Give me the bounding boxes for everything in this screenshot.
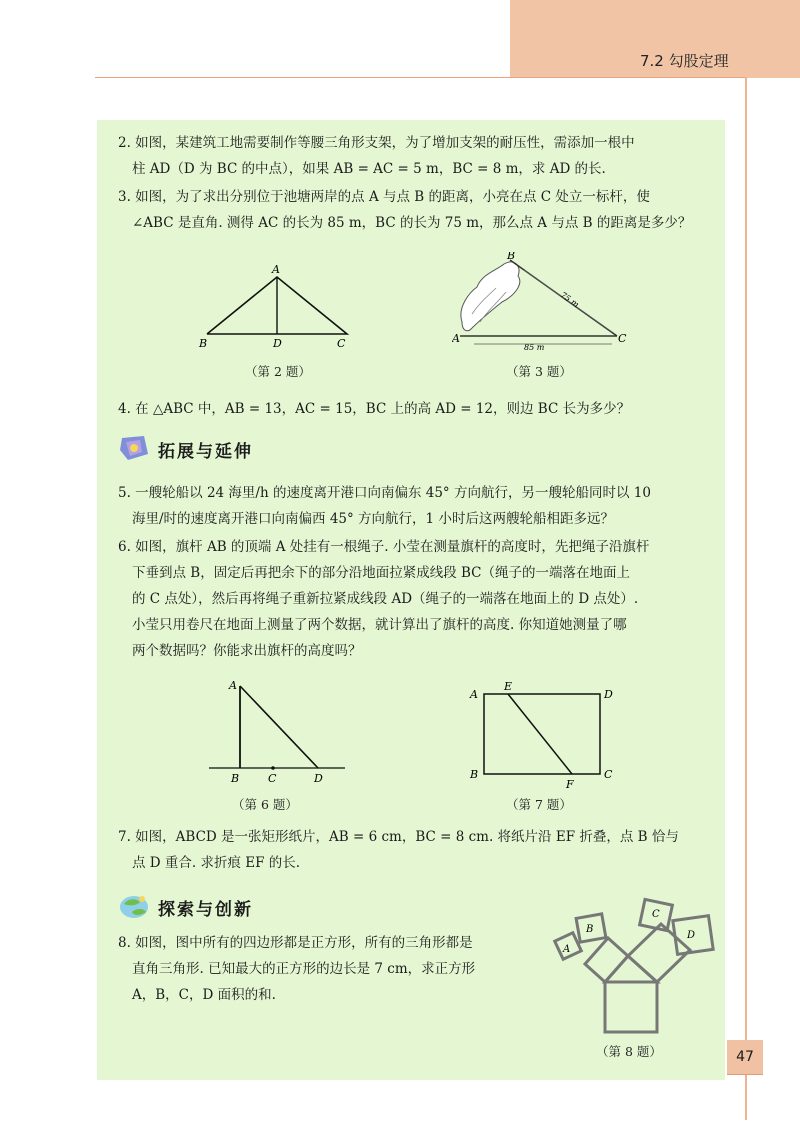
label-d: D	[273, 337, 282, 350]
exercise-5-line-2: 海里/时的速度离开港口向南偏西 45° 方向航行，1 小时后这两艘轮船相距多远？	[132, 511, 614, 527]
figure-6-flagpole	[205, 678, 350, 788]
section-badge-globe-icon	[118, 892, 150, 920]
exercise-4-line-1: 4. 在 △ABC 中，AB = 13，AC = 15，BC 上的高 AD = 12，则边 BC 长为多少？	[118, 401, 631, 417]
exercise-3	[118, 184, 714, 236]
label-b: B	[470, 768, 479, 781]
label-a: A	[229, 679, 237, 692]
label-e: E	[504, 680, 513, 693]
exercise-6-line-5: 两个数据吗？你能求出旗杆的高度吗？	[132, 643, 362, 659]
left-square	[585, 938, 628, 982]
exercise-2-line-1: 2. 如图，某建筑工地需要制作等腰三角形支架，为了增加支架的耐压性，需添加一根中	[118, 135, 635, 151]
exercise-6	[118, 534, 714, 664]
crease-ef	[508, 694, 572, 774]
header-rule	[95, 77, 745, 78]
exercise-8-line-3: A，B，C，D 面积的和.	[132, 987, 276, 1003]
label-b: B	[199, 337, 208, 350]
exercise-2	[118, 130, 714, 182]
caption-figure-7: （第 7 题）	[506, 797, 572, 812]
caption-figure-8: （第 8 题）	[596, 1044, 662, 1059]
label-a: A	[452, 332, 460, 345]
exercise-2-line-2: 柱 AD（D 为 BC 的中点），如果 AB = AC = 5 m，BC = 8 m，求 AD 的长.	[132, 161, 606, 177]
exercise-3-line-1: 3. 如图，为了求出分别位于池塘两岸的点 A 与点 B 的距离，小亮在点 C 处立一标杆，使	[118, 189, 650, 205]
exercise-6-line-4: 小莹只用卷尺在地面上测量了两个数据，就计算出了旗杆的高度. 你知道她测量了哪	[132, 617, 627, 633]
section-extend-title: 拓展与延伸	[158, 442, 253, 462]
exercise-6-line-2: 下垂到点 B，固定后再把余下的部分沿地面拉紧成线段 BC（绳子的一端落在地面上	[132, 565, 631, 581]
exercise-7	[118, 824, 714, 876]
exercise-7-line-2: 点 D 重合. 求折痕 EF 的长.	[132, 855, 301, 871]
exercise-6-line-3: 的 C 点处），然后再将绳子重新拉紧成线段 AD（绳子的一端落在地面上的 D 点处）.	[132, 591, 639, 607]
page-number: 47	[727, 1040, 763, 1074]
exercise-3-line-2: ∠ABC 是直角. 测得 AC 的长为 85 m，BC 的长为 75 m，那么点 A 与点 B 的距离是多少？	[132, 215, 692, 231]
exercise-5	[118, 480, 714, 532]
label-c: C	[604, 768, 613, 781]
exercise-5-line-1: 5. 一艘轮船以 24 海里/h 的速度离开港口向南偏东 45° 方向航行，另一艘轮船同时以 10	[118, 485, 651, 501]
rope-ad	[240, 686, 318, 768]
label-d: D	[687, 930, 696, 941]
rectangle-abcd	[484, 694, 600, 774]
section-badge-icon	[118, 434, 150, 462]
figure-3-pond	[452, 252, 627, 352]
label-distance-ac: 85 m	[524, 343, 545, 352]
label-c: C	[268, 772, 277, 785]
exercise-6-line-1: 6. 如图，旗杆 AB 的顶端 A 处挂有一根绳子. 小莹在测量旗杆的高度时，先把绳子沿旗杆	[118, 539, 650, 555]
caption-figure-3: （第 3 题）	[506, 364, 572, 379]
figure-8-pythagoras-tree	[550, 896, 720, 1036]
label-a: A	[470, 688, 478, 701]
page-number-rule	[727, 1074, 763, 1075]
largest-square	[605, 982, 657, 1032]
label-distance-bc: 75 m	[558, 290, 581, 310]
label-b: B	[586, 924, 594, 935]
section-explore-title: 探索与创新	[158, 900, 253, 920]
figure-7-rectangle-fold	[462, 678, 622, 793]
exercise-8-line-1: 8. 如图，图中所有的四边形都是正方形，所有的三角形都是	[118, 935, 473, 951]
label-d: D	[604, 688, 613, 701]
exercise-4	[118, 396, 714, 422]
label-a: A	[563, 944, 571, 955]
section-header-title: 7.2 勾股定理	[640, 52, 729, 70]
point-c	[271, 766, 275, 770]
label-c: C	[618, 332, 627, 345]
label-c: C	[652, 909, 660, 920]
label-f: F	[566, 778, 574, 791]
label-a: A	[272, 263, 280, 276]
caption-figure-2: （第 2 题）	[245, 364, 311, 379]
exercise-7-line-1: 7. 如图，ABCD 是一张矩形纸片，AB = 6 cm，BC = 8 cm. 将纸片沿 EF 折叠，点 B 恰与	[118, 829, 679, 845]
exercise-8-line-2: 直角三角形. 已知最大的正方形的边长是 7 cm，求正方形	[132, 961, 476, 977]
label-b: B	[231, 772, 240, 785]
caption-figure-6: （第 6 题）	[232, 797, 298, 812]
exercise-8	[118, 930, 538, 1008]
label-b: B	[507, 252, 516, 262]
label-d: D	[314, 772, 323, 785]
label-c: C	[337, 337, 346, 350]
side-rule	[745, 77, 747, 1120]
figure-2-isosceles-triangle	[195, 262, 355, 352]
pond-shape	[461, 262, 520, 331]
